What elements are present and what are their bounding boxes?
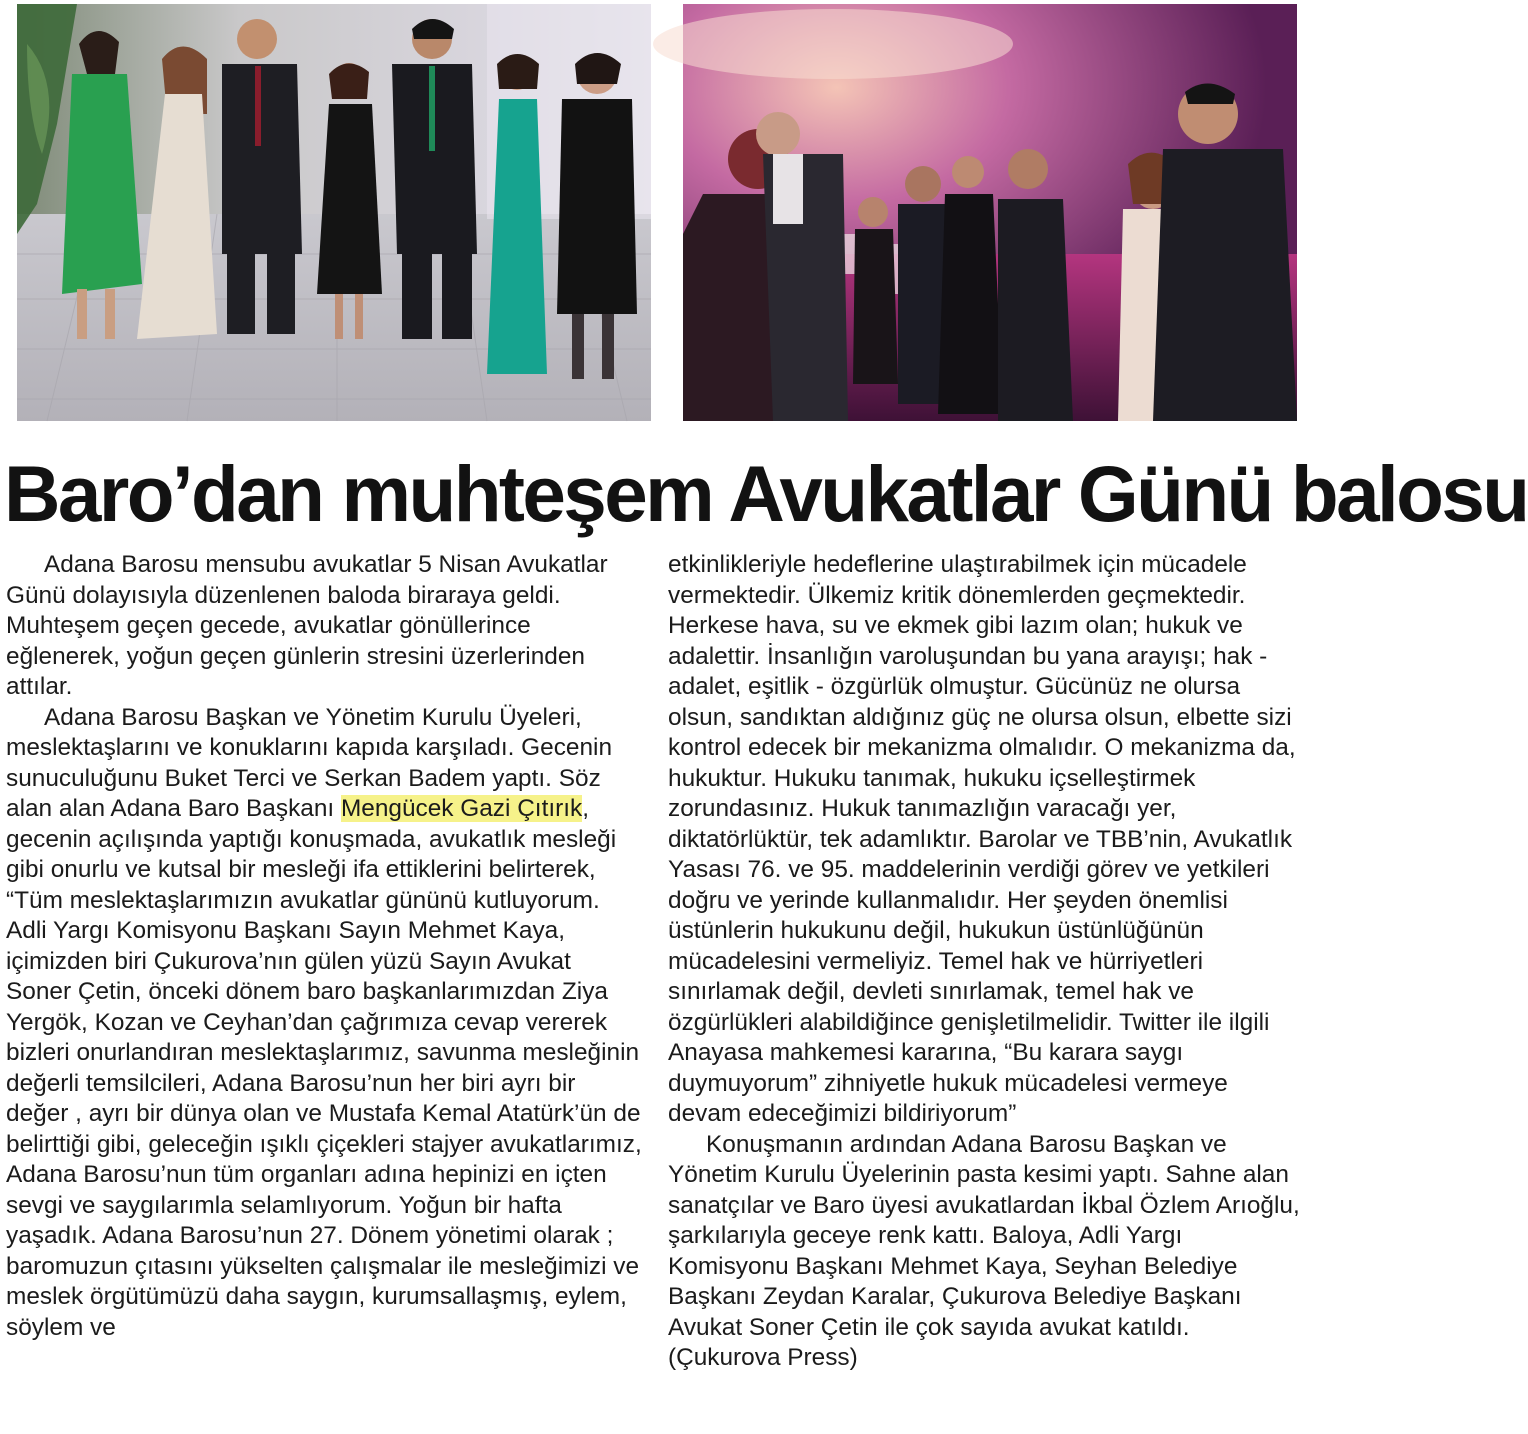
article-text: , gecenin açılışında yaptığı konuşmada, avukatlık mesleği gibi onurlu ve kutsal bir mesleği ifa ettiklerini belirterek, “Tüm meslektaşlarımızın avukatlar gününü kutluyorum. Adli Yargı Komisyonu Başkanı Sayın Mehmet Kaya, içimizden biri Çukurova’nın gülen yüzü Sayın Avukat Soner Çetin, önceki dönem baro başkanlarımızdan Ziya Yergök, Kozan ve Ceyhan’dan çağrımıza cevap vererek bizleri onurlandıran meslektaşlarımız, savunma mesleğinin değerli temsilcileri, Adana Barosu’nun her biri ayrı bir değer , ayrı bir dünya olan ve Mustafa Kemal Atatürk’ün de belirttiği gibi, geleceğin ışıklı çiçekleri stajyer avukatlarımız, Adana Barosu’nun tüm organları adına hepinizi en içten sevgi ve saygılarımla selamlıyorum. Yoğun bir hafta yaşadık. Adana Barosu’nun 27. Dönem yönetimi olarak ; baromuzun çıtasını yükselten çalışmalar ile mesleğimizi ve meslek örgütümüzü daha saygın, kurumsallaşmış, eylem, söylem ve [6, 795, 642, 1341]
article-paragraph: Konuşmanın ardından Adana Barosu Başkan ve Yönetim Kurulu Üyelerinin pasta kesimi yaptı. Sahne alan sanatçılar ve Baro üyesi avukatlardan İkbal Özlem Arıoğlu, şarkılarıyla geceye renk kattı. Baloya, Adli Yargı Komisyonu Başkanı Mehmet Kaya, Seyhan Belediye Başkanı Zeydan Karalar, Çukurova Belediye Başkanı Avukat Soner Çetin ile çok sayıda avukat katıldı. (Çukurova Press) [668, 1130, 1300, 1371]
article-column-left [6, 550, 642, 1434]
article-text: Adana Barosu Başkan ve Yönetim Kurulu Üyeleri, meslektaşlarını ve konuklarını kapıda karşıladı. Gecenin sunuculuğunu Buket Terci ve Serkan Badem yaptı. Söz alan alan Adana Baro Başkanı [6, 703, 613, 822]
highlighted-name: Mengücek Gazi Çıtırık [340, 795, 583, 822]
headline: Baro’dan muhteşem Avukatlar Günü balosu [4, 449, 1528, 538]
article-column-right [668, 550, 1304, 1434]
photo-group-guests [17, 4, 651, 421]
article-paragraph [6, 703, 642, 1344]
article-paragraph: etkinlikleriyle hedeflerine ulaştırabilmek için mücadele vermektedir. Ülkemiz kritik dönemlerden geçmektedir. Herkese hava, su ve ekmek gibi lazım olan; hukuk ve adalettir. İnsanlığın varoluşundan bu yana arayışı; hak - adalet, eşitlik - özgürlük olmuştur. Gücünüz ne olursa olsun, sandıktan aldığınız güç ne olursa olsun, elbette sizi kontrol edecek bir mekanizma olmalıdır. O mekanizma da, hukuktur. Hukuku tanımak, hukuku içselleştirmek zorundasınız. Hukuk tanımazlığın varacağı yer, diktatörlüktür, tek adamlıktır. Barolar ve TBB’nin, Avukatlık Yasası 76. ve 95. maddelerinin verdiği görev ve yetkileri doğru ve yerinde kullanmalıdır. Her şeyden önemlisi üstünlerin hukukunu değil, hukukun üstünlüğünün mücadelesini vermeliyiz. Temel hak ve hürriyetleri sınırlamak değil, devleti sınırlamak, temel hak ve özgürlükleri alabildiğince genişletilmelidir. Twitter ile ilgili Anayasa mahkemesi kararına, “Bu karara saygı duymuyorum” zihniyetle hukuk mücadelesi vermeye devam edeceğimizi bildiriyorum” [668, 551, 1296, 1127]
photo-dance-floor [683, 4, 1297, 421]
article-paragraph: Adana Barosu mensubu avukatlar 5 Nisan Avukatlar Günü dolayısıyla düzenlenen baloda biraraya geldi. Muhteşem geçen gecede, avukatlar gönüllerince eğlenerek, yoğun geçen günlerin stresini üzerlerinden attılar. [6, 551, 608, 700]
